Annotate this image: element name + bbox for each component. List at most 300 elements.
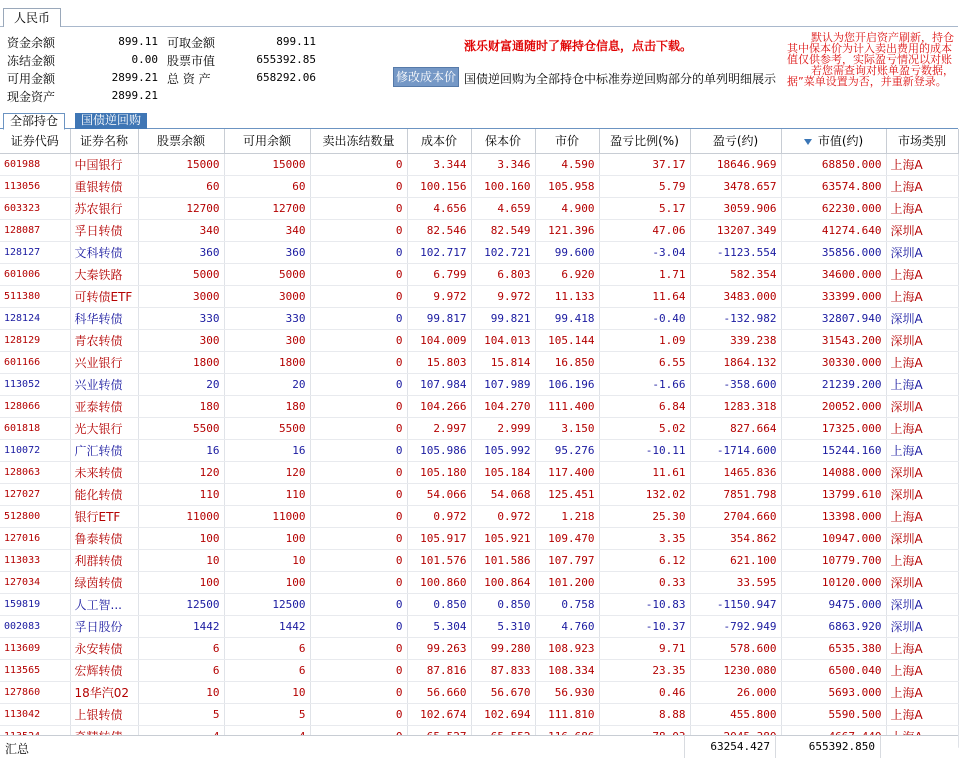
cell-cost: 105.180	[407, 461, 471, 483]
cell-breakeven: 102.721	[471, 241, 535, 263]
cell-balance: 120	[138, 461, 224, 483]
cell-breakeven: 107.989	[471, 373, 535, 395]
cell-pl-pct: 11.61	[599, 461, 690, 483]
cell-price: 105.958	[535, 175, 599, 197]
cell-pl-pct: 1.71	[599, 263, 690, 285]
cell-balance: 12700	[138, 197, 224, 219]
cell-value: 13799.610	[781, 483, 886, 505]
total-assets-value: 658292.06	[256, 71, 316, 84]
cell-pl: 582.354	[690, 263, 781, 285]
col-header-name[interactable]: 证券名称	[70, 129, 138, 153]
cell-breakeven: 102.694	[471, 703, 535, 725]
cell-value: 41274.640	[781, 219, 886, 241]
cell-sell-frozen: 0	[310, 219, 407, 241]
cell-breakeven: 82.549	[471, 219, 535, 241]
cell-price: 101.200	[535, 571, 599, 593]
cell-code: 601818	[0, 417, 70, 439]
cell-balance: 5000	[138, 263, 224, 285]
cell-pl-pct: 5.79	[599, 175, 690, 197]
cell-pl: 1465.836	[690, 461, 781, 483]
cell-code: 113565	[0, 659, 70, 681]
cell-sell-frozen: 0	[310, 285, 407, 307]
cell-pl-pct: 6.55	[599, 351, 690, 373]
withdrawable-label: 可取金额	[167, 36, 216, 50]
cell-pl-pct: -1.66	[599, 373, 690, 395]
cell-name: 永安转债	[70, 637, 138, 659]
cell-available: 300	[224, 329, 310, 351]
cell-market: 深圳A	[886, 395, 958, 417]
cell-available: 10	[224, 681, 310, 703]
cell-available: 16	[224, 439, 310, 461]
cell-value: 17325.000	[781, 417, 886, 439]
cell-balance: 11000	[138, 505, 224, 527]
cell-name: 绿茵转债	[70, 571, 138, 593]
table-row[interactable]	[0, 615, 958, 637]
cell-balance: 20	[138, 373, 224, 395]
cell-sell-frozen: 0	[310, 681, 407, 703]
footer-divider	[880, 735, 881, 758]
col-header-code[interactable]: 证券代码	[0, 129, 70, 153]
cell-balance: 1442	[138, 615, 224, 637]
col-header-available[interactable]: 可用余额	[224, 129, 310, 153]
cell-breakeven: 100.864	[471, 571, 535, 593]
cell-breakeven: 0.972	[471, 505, 535, 527]
cell-pl-pct: 47.06	[599, 219, 690, 241]
cell-balance: 330	[138, 307, 224, 329]
cell-available: 3000	[224, 285, 310, 307]
cell-market: 上海A	[886, 703, 958, 725]
cell-pl-pct: 3.35	[599, 527, 690, 549]
cell-sell-frozen: 0	[310, 571, 407, 593]
cell-sell-frozen: 0	[310, 329, 407, 351]
cell-name: 重银转债	[70, 175, 138, 197]
cell-available: 120	[224, 461, 310, 483]
cell-value: 10120.000	[781, 571, 886, 593]
col-header-price[interactable]: 市价	[535, 129, 599, 153]
summary-total-pl: 63254.427	[710, 740, 770, 753]
cell-balance: 16	[138, 439, 224, 461]
cell-market: 上海A	[886, 285, 958, 307]
cell-value: 9475.000	[781, 593, 886, 615]
table-row[interactable]	[0, 549, 958, 571]
cell-code: 128063	[0, 461, 70, 483]
cell-balance: 5500	[138, 417, 224, 439]
table-row[interactable]	[0, 659, 958, 681]
table-row[interactable]	[0, 461, 958, 483]
cell-price: 99.600	[535, 241, 599, 263]
table-row[interactable]	[0, 439, 958, 461]
cell-sell-frozen: 0	[310, 197, 407, 219]
col-header-value-label: 市值(约)	[817, 134, 864, 149]
table-row[interactable]	[0, 593, 958, 615]
cell-market: 深圳A	[886, 615, 958, 637]
download-promo-link[interactable]: 涨乐财富通随时了解持仓信息，点击下载。	[464, 39, 693, 53]
cell-value: 20052.000	[781, 395, 886, 417]
cell-sell-frozen: 0	[310, 549, 407, 571]
cell-sell-frozen: 0	[310, 241, 407, 263]
cell-market: 上海A	[886, 505, 958, 527]
col-header-breakeven[interactable]: 保本价	[471, 129, 535, 153]
cell-code: 002083	[0, 615, 70, 637]
cell-pl-pct: 8.88	[599, 703, 690, 725]
cell-pl-pct: 6.84	[599, 395, 690, 417]
cell-name: 人工智...	[70, 593, 138, 615]
cell-available: 100	[224, 571, 310, 593]
cash-assets-value: 2899.21	[111, 89, 158, 102]
header-row	[0, 129, 958, 153]
cell-available: 100	[224, 527, 310, 549]
cell-cost: 100.860	[407, 571, 471, 593]
cell-available: 5500	[224, 417, 310, 439]
cell-value: 10947.000	[781, 527, 886, 549]
cell-pl: 339.238	[690, 329, 781, 351]
cell-breakeven: 87.833	[471, 659, 535, 681]
summary-row	[0, 735, 958, 758]
summary-total-value: 655392.850	[808, 740, 875, 753]
col-header-sell-frozen[interactable]: 卖出冻结数量	[310, 129, 407, 153]
notice-line: 若您需查询对账单盈亏数据，	[811, 64, 954, 77]
cell-value: 6535.380	[781, 637, 886, 659]
cell-cost: 105.986	[407, 439, 471, 461]
cell-breakeven: 100.160	[471, 175, 535, 197]
tab-rmb[interactable]: 人民币	[3, 8, 61, 27]
cell-name: 科华转债	[70, 307, 138, 329]
cash-assets-label: 现金资产	[7, 90, 56, 104]
cell-price: 56.930	[535, 681, 599, 703]
cell-available: 1800	[224, 351, 310, 373]
frozen-value: 0.00	[131, 53, 158, 66]
cell-value: 62230.000	[781, 197, 886, 219]
cell-price: 107.797	[535, 549, 599, 571]
cell-cost: 102.674	[407, 703, 471, 725]
cell-breakeven: 4.659	[471, 197, 535, 219]
cell-available: 6	[224, 637, 310, 659]
cell-code: 128127	[0, 241, 70, 263]
table-row[interactable]	[0, 285, 958, 307]
cell-cost: 4.656	[407, 197, 471, 219]
cell-price: 125.451	[535, 483, 599, 505]
cell-code: 110072	[0, 439, 70, 461]
cell-balance: 5	[138, 703, 224, 725]
cell-sell-frozen: 0	[310, 505, 407, 527]
col-header-market[interactable]: 市场类别	[886, 129, 958, 153]
cell-name: 鲁泰转债	[70, 527, 138, 549]
table-row[interactable]	[0, 351, 958, 373]
table-row[interactable]	[0, 219, 958, 241]
cell-market: 深圳A	[886, 483, 958, 505]
sort-desc-icon	[804, 139, 812, 145]
cell-value: 10779.700	[781, 549, 886, 571]
cell-market: 上海A	[886, 175, 958, 197]
cell-breakeven: 9.972	[471, 285, 535, 307]
cell-market: 上海A	[886, 373, 958, 395]
cell-cost: 0.850	[407, 593, 471, 615]
cell-pl: 18646.969	[690, 153, 781, 175]
notice-line: 默认为您开启资产刷新，持仓	[811, 31, 954, 44]
cell-sell-frozen: 0	[310, 153, 407, 175]
cell-price: 11.133	[535, 285, 599, 307]
cell-code: 601988	[0, 153, 70, 175]
table-row[interactable]	[0, 241, 958, 263]
col-header-cost[interactable]: 成本价	[407, 129, 471, 153]
col-header-pl[interactable]: 盈亏(约)	[690, 129, 781, 153]
table-row[interactable]	[0, 197, 958, 219]
cell-sell-frozen: 0	[310, 395, 407, 417]
cell-cost: 82.546	[407, 219, 471, 241]
table-row[interactable]	[0, 329, 958, 351]
cell-sell-frozen: 0	[310, 637, 407, 659]
table-row[interactable]	[0, 153, 958, 175]
cell-market: 上海A	[886, 417, 958, 439]
withdrawable-value: 899.11	[276, 35, 316, 48]
cell-price: 108.923	[535, 637, 599, 659]
cell-pl-pct: -10.11	[599, 439, 690, 461]
cell-market: 深圳A	[886, 241, 958, 263]
cell-name: 上银转债	[70, 703, 138, 725]
table-row[interactable]	[0, 175, 958, 197]
cell-available: 330	[224, 307, 310, 329]
cell-market: 上海A	[886, 263, 958, 285]
cell-pl-pct: 5.17	[599, 197, 690, 219]
cell-value: 6863.920	[781, 615, 886, 637]
cell-balance: 360	[138, 241, 224, 263]
cell-value: 5693.000	[781, 681, 886, 703]
col-header-balance[interactable]: 股票余额	[138, 129, 224, 153]
cell-code: 511380	[0, 285, 70, 307]
fund-balance-label: 资金余额	[7, 36, 56, 50]
cell-name: 孚日股份	[70, 615, 138, 637]
cell-available: 11000	[224, 505, 310, 527]
cell-name: 兴业转债	[70, 373, 138, 395]
cell-code: 601166	[0, 351, 70, 373]
cell-cost: 54.066	[407, 483, 471, 505]
cell-balance: 60	[138, 175, 224, 197]
fund-balance-value: 899.11	[118, 35, 158, 48]
cell-balance: 10	[138, 681, 224, 703]
positions-table	[0, 129, 959, 748]
cell-breakeven: 5.310	[471, 615, 535, 637]
summary-label: 汇总	[5, 742, 30, 756]
cell-code: 159819	[0, 593, 70, 615]
cell-value: 5590.500	[781, 703, 886, 725]
cell-name: 亚泰转债	[70, 395, 138, 417]
cell-pl: -792.949	[690, 615, 781, 637]
cell-code: 113042	[0, 703, 70, 725]
cell-cost: 99.263	[407, 637, 471, 659]
cell-pl: 3483.000	[690, 285, 781, 307]
cell-pl: 1283.318	[690, 395, 781, 417]
cell-cost: 104.266	[407, 395, 471, 417]
cell-pl: -1123.554	[690, 241, 781, 263]
col-header-value[interactable]	[781, 129, 886, 153]
position-tab-bar	[0, 113, 958, 129]
cell-pl-pct: 0.46	[599, 681, 690, 703]
table-row[interactable]	[0, 527, 958, 549]
cell-pl-pct: -0.40	[599, 307, 690, 329]
cell-market: 深圳A	[886, 307, 958, 329]
cell-code: 127016	[0, 527, 70, 549]
cell-pl: -358.600	[690, 373, 781, 395]
table-row[interactable]	[0, 307, 958, 329]
cell-pl-pct: 1.09	[599, 329, 690, 351]
cell-sell-frozen: 0	[310, 351, 407, 373]
cell-sell-frozen: 0	[310, 461, 407, 483]
cell-sell-frozen: 0	[310, 373, 407, 395]
cell-market: 上海A	[886, 439, 958, 461]
cell-pl: 578.600	[690, 637, 781, 659]
cell-sell-frozen: 0	[310, 263, 407, 285]
cell-price: 109.470	[535, 527, 599, 549]
col-header-pl-pct[interactable]: 盈亏比例(%)	[599, 129, 690, 153]
table-row[interactable]	[0, 571, 958, 593]
cell-pl: 1230.080	[690, 659, 781, 681]
cell-breakeven: 104.013	[471, 329, 535, 351]
cell-pl-pct: 11.64	[599, 285, 690, 307]
cell-code: 127860	[0, 681, 70, 703]
cell-breakeven: 54.068	[471, 483, 535, 505]
cell-sell-frozen: 0	[310, 417, 407, 439]
cell-available: 5000	[224, 263, 310, 285]
table-row[interactable]	[0, 373, 958, 395]
cell-name: 兴业银行	[70, 351, 138, 373]
frozen-label: 冻结金额	[7, 54, 56, 68]
table-row[interactable]	[0, 483, 958, 505]
cell-code: 128129	[0, 329, 70, 351]
table-row[interactable]	[0, 395, 958, 417]
cell-value: 30330.000	[781, 351, 886, 373]
cell-sell-frozen: 0	[310, 307, 407, 329]
cell-price: 4.900	[535, 197, 599, 219]
cell-breakeven: 15.814	[471, 351, 535, 373]
cell-balance: 100	[138, 571, 224, 593]
cell-price: 108.334	[535, 659, 599, 681]
cell-balance: 3000	[138, 285, 224, 307]
cell-price: 3.150	[535, 417, 599, 439]
cell-price: 4.760	[535, 615, 599, 637]
cell-cost: 100.156	[407, 175, 471, 197]
cell-balance: 340	[138, 219, 224, 241]
table-row[interactable]	[0, 703, 958, 725]
stock-value: 655392.85	[256, 53, 316, 66]
cell-value: 33399.000	[781, 285, 886, 307]
cell-breakeven: 101.586	[471, 549, 535, 571]
cell-breakeven: 99.280	[471, 637, 535, 659]
cell-sell-frozen: 0	[310, 175, 407, 197]
cell-available: 5	[224, 703, 310, 725]
cell-price: 6.920	[535, 263, 599, 285]
cell-code: 113609	[0, 637, 70, 659]
cell-name: 未来转债	[70, 461, 138, 483]
cell-cost: 102.717	[407, 241, 471, 263]
cell-balance: 6	[138, 637, 224, 659]
cell-name: 光大银行	[70, 417, 138, 439]
cell-price: 121.396	[535, 219, 599, 241]
cell-cost: 15.803	[407, 351, 471, 373]
cell-market: 上海A	[886, 659, 958, 681]
cell-sell-frozen: 0	[310, 439, 407, 461]
cell-name: 青农转债	[70, 329, 138, 351]
cell-pl-pct: 25.30	[599, 505, 690, 527]
positions-grid[interactable]	[0, 129, 958, 735]
cell-price: 1.218	[535, 505, 599, 527]
cell-pl-pct: -10.83	[599, 593, 690, 615]
notice-line: 其中保本价为计入卖出费用的成本	[787, 42, 952, 55]
cell-pl-pct: 9.71	[599, 637, 690, 659]
tab-treasury-repo[interactable]: 国债逆回购	[75, 113, 147, 129]
cell-market: 深圳A	[886, 219, 958, 241]
table-row[interactable]	[0, 681, 958, 703]
cell-name: 文科转债	[70, 241, 138, 263]
cell-sell-frozen: 0	[310, 703, 407, 725]
cell-market: 上海A	[886, 197, 958, 219]
cell-sell-frozen: 0	[310, 659, 407, 681]
cell-market: 深圳A	[886, 527, 958, 549]
cell-pl: -132.982	[690, 307, 781, 329]
cell-name: 大秦铁路	[70, 263, 138, 285]
tab-all-positions[interactable]: 全部持仓	[3, 113, 65, 130]
cell-sell-frozen: 0	[310, 483, 407, 505]
cell-price: 4.590	[535, 153, 599, 175]
cell-cost: 6.799	[407, 263, 471, 285]
cell-breakeven: 2.999	[471, 417, 535, 439]
cell-cost: 87.816	[407, 659, 471, 681]
cell-available: 12500	[224, 593, 310, 615]
table-row[interactable]	[0, 417, 958, 439]
cell-pl-pct: -10.37	[599, 615, 690, 637]
table-row[interactable]	[0, 505, 958, 527]
table-row[interactable]	[0, 637, 958, 659]
cell-pl: 13207.349	[690, 219, 781, 241]
cell-pl: 455.800	[690, 703, 781, 725]
cell-price: 99.418	[535, 307, 599, 329]
cell-pl: 621.100	[690, 549, 781, 571]
cell-balance: 300	[138, 329, 224, 351]
cell-pl-pct: 5.02	[599, 417, 690, 439]
cell-name: 广汇转债	[70, 439, 138, 461]
footer-divider	[775, 735, 776, 758]
edit-cost-button[interactable]: 修改成本价	[393, 67, 459, 87]
available-value: 2899.21	[111, 71, 158, 84]
table-row[interactable]	[0, 263, 958, 285]
cell-breakeven: 105.992	[471, 439, 535, 461]
cell-code: 128087	[0, 219, 70, 241]
cell-pl: 7851.798	[690, 483, 781, 505]
cell-market: 深圳A	[886, 329, 958, 351]
notice-line: 值仅供参考，实际盈亏情况以对账	[787, 53, 952, 66]
available-label: 可用金额	[7, 72, 56, 86]
cell-code: 127027	[0, 483, 70, 505]
cell-breakeven: 99.821	[471, 307, 535, 329]
cell-balance: 180	[138, 395, 224, 417]
cell-cost: 99.817	[407, 307, 471, 329]
cell-code: 127034	[0, 571, 70, 593]
cell-pl-pct: 6.12	[599, 549, 690, 571]
cell-available: 110	[224, 483, 310, 505]
cell-cost: 3.344	[407, 153, 471, 175]
cell-pl-pct: 23.35	[599, 659, 690, 681]
cell-available: 6	[224, 659, 310, 681]
cell-code: 512800	[0, 505, 70, 527]
cell-code: 128124	[0, 307, 70, 329]
cell-available: 360	[224, 241, 310, 263]
cell-pl: 26.000	[690, 681, 781, 703]
cell-value: 35856.000	[781, 241, 886, 263]
cell-value: 63574.800	[781, 175, 886, 197]
cell-code: 601006	[0, 263, 70, 285]
cell-breakeven: 105.184	[471, 461, 535, 483]
cell-cost: 101.576	[407, 549, 471, 571]
total-assets-label: 总 资 产	[167, 72, 211, 86]
